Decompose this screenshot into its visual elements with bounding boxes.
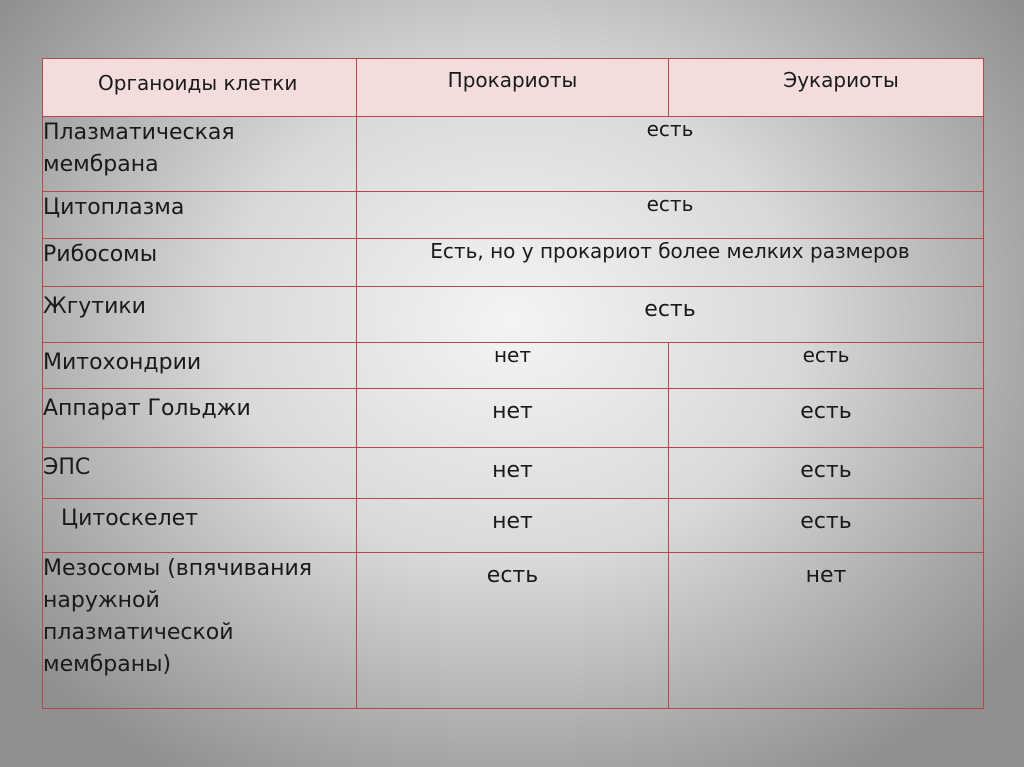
value-prokaryotes: есть [357, 553, 669, 709]
table-row [43, 448, 984, 499]
value-prokaryotes: нет [357, 343, 669, 389]
organoid-name: Цитоплазма [43, 192, 357, 239]
value-eukaryotes: есть [669, 343, 984, 389]
value-prokaryotes: нет [357, 389, 669, 448]
value-both: Есть, но у прокариот более мелких размеров [357, 239, 984, 287]
table-row [43, 287, 984, 343]
value-eukaryotes: есть [669, 499, 984, 553]
table-row [43, 553, 984, 709]
organoid-name: Мезосомы (впячивания наружной плазматической мембраны) [43, 553, 357, 709]
header-eukaryotes [669, 59, 984, 117]
table-row [43, 389, 984, 448]
organoid-name: Рибосомы [43, 239, 357, 287]
value-both: есть [357, 192, 984, 239]
value-prokaryotes: нет [357, 448, 669, 499]
organoid-name: Жгутики [43, 287, 357, 343]
header-organoids-label: Органоиды клетки [98, 71, 298, 95]
value-eukaryotes: есть [669, 389, 984, 448]
value-both: есть [357, 117, 984, 192]
organoid-name: ЭПС [43, 448, 357, 499]
value-prokaryotes: нет [357, 499, 669, 553]
table-row [43, 117, 984, 192]
header-prokaryotes [357, 59, 669, 117]
organoid-name: Цитоскелет [43, 499, 357, 553]
header-row [43, 59, 984, 117]
organoid-name: Митохондрии [43, 343, 357, 389]
table-row [43, 239, 984, 287]
value-eukaryotes: есть [669, 448, 984, 499]
organoid-name: Плазматическая мембрана [43, 117, 357, 192]
table-row [43, 499, 984, 553]
header-organoids [43, 59, 357, 117]
table-row [43, 192, 984, 239]
header-eukaryotes-label: Эукариоты [783, 68, 899, 92]
table-row [43, 343, 984, 389]
value-eukaryotes: нет [669, 553, 984, 709]
header-prokaryotes-label: Прокариоты [447, 68, 578, 92]
organoids-comparison-table [42, 58, 984, 709]
organoid-name: Аппарат Гольджи [43, 389, 357, 448]
value-both: есть [357, 287, 984, 343]
